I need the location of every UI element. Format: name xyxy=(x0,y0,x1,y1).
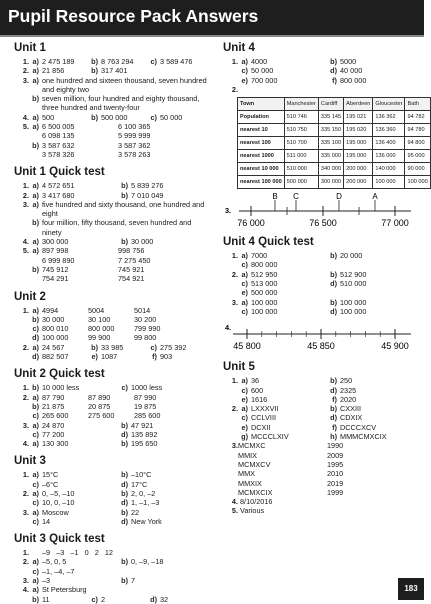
answer-row: MCMXCIX 1999 xyxy=(238,487,344,497)
answer-row: c) 50 000 d) 40 000 xyxy=(241,66,363,76)
letter-label: C xyxy=(293,192,299,202)
table-header-cell: Cardiff xyxy=(318,98,343,111)
table-header-cell: Aberdeen xyxy=(344,98,373,111)
table-row: Population 510 746 335 145 195 021 136 362 94 782 xyxy=(238,111,431,124)
answer-row: 4. a) St Petersburg xyxy=(22,585,87,595)
letter-label: B xyxy=(272,192,278,202)
answer-row: 3. a) one hundred and sixteen thousand, seven hundred and eighty two xyxy=(22,75,207,94)
answer-row: 2. xyxy=(231,84,238,94)
right-column xyxy=(223,42,428,516)
answer-row: c) 800 010 800 000 799 990 xyxy=(32,324,161,334)
header-rule xyxy=(0,35,424,37)
unit1-title: Unit 1 xyxy=(14,42,46,54)
answer-row: c) CCLVIII d) CDXIX xyxy=(241,413,363,423)
answer-row: 3. a) –3 b) 7 xyxy=(22,576,136,586)
table-row: nearest 100 510 700 335 100 195 000 136 400 94 800 xyxy=(238,137,431,150)
table-header-cell: Manchester xyxy=(284,98,318,111)
answer-row: MCMXCV 1995 xyxy=(238,459,344,469)
answer-row: 4. a) 130 300 b) 195 650 xyxy=(22,439,158,449)
answer-row: 6 098 135 5 999 999 xyxy=(42,131,151,141)
table-row: nearest 1000 511 000 335 000 195 000 136 000 95 000 xyxy=(238,150,431,163)
answer-row: 4. a) 300 000 b) 30 000 xyxy=(22,237,154,247)
answer-row: 3. MCMXC 1990 xyxy=(231,441,344,451)
tick-label: 45 800 xyxy=(233,341,261,352)
tick-label: 45 850 xyxy=(307,341,335,352)
answer-row: 1. –9 –3 –1 0 2 12 xyxy=(22,548,113,558)
table-row: nearest 10 510 750 335 150 195 020 136 360 94 780 xyxy=(238,124,431,137)
answer-row: 5. a) 897 998 998 756 xyxy=(22,246,145,256)
tick-label: 76 500 xyxy=(309,218,337,229)
letter-label: A xyxy=(372,192,378,202)
question-number: 4. xyxy=(225,323,232,333)
answer-row: 4. 8/10/2016 xyxy=(231,497,273,507)
answer-row: d) 882 507 e) 1087 f) 903 xyxy=(32,352,173,362)
answer-row: 1. a) 36 b) 250 xyxy=(231,376,353,386)
unit5-title: Unit 5 xyxy=(223,361,255,374)
answer-row: 3. a) Moscow b) 22 xyxy=(22,507,140,517)
answer-row: 1. a) 4000 b) 5000 xyxy=(231,57,357,66)
tick-label: 77 000 xyxy=(381,218,409,229)
answer-row: 3. a) five hundred and sixty thousand, one hundred and eight xyxy=(22,199,205,219)
answer-row: g) MCCCLXIV h) MMMCMXCIX xyxy=(241,432,387,442)
unit1-quick-test-title: Unit 1 Quick test xyxy=(14,166,105,179)
unit3-quick-test-title: Unit 3 Quick test xyxy=(14,533,105,546)
answer-row: 2. a) 24 567 b) 33 985 c) 275 392 xyxy=(22,342,187,352)
answer-row: 1. a) 2 475 189 b) 8 763 294 c) 3 589 476 xyxy=(22,57,193,66)
answer-row: c) 100 000 d) 100 000 xyxy=(241,306,367,316)
unit3-title: Unit 3 xyxy=(14,455,46,468)
answer-row: b) seven million, four hundred and eighty thousand, three hundred and twenty-four xyxy=(32,94,200,113)
answer-row: e) 1616 f) 2020 xyxy=(241,394,357,404)
page-number: 183 xyxy=(398,578,424,600)
answer-row: 1. a) 4 572 651 b) 5 839 276 xyxy=(22,181,164,191)
answer-row: 1. b) 10 000 less c) 1000 less xyxy=(22,383,163,393)
number-line-svg xyxy=(223,193,415,229)
answer-row: 2. a) LXXXVII b) CXXIII xyxy=(231,404,362,414)
answer-row: b) four million, fifty thousand, seven hundred and ninety xyxy=(32,218,192,237)
answer-row: b) 30 000 30 100 30 200 xyxy=(32,314,157,324)
answer-row: 3. a) 100 000 b) 100 000 xyxy=(231,297,367,307)
unit4-quick-test-title: Unit 4 Quick test xyxy=(223,236,314,249)
answer-row: c) 77 200 d) 135 892 xyxy=(32,429,158,439)
answer-row: c) 800 000 xyxy=(241,260,278,270)
table-header-row xyxy=(238,98,431,111)
answer-row: 2. a) 87 790 87 890 87 990 xyxy=(22,392,157,402)
answer-row: c) 513 000 d) 510 000 xyxy=(241,279,367,289)
answer-row: 2. a) –5, 0, 5 b) 0, –9, –18 xyxy=(22,557,164,567)
answer-row: c) –6°C d) 17°C xyxy=(32,479,148,489)
answer-row: b) 745 912 745 921 xyxy=(32,264,145,274)
answer-row: b) 3 587 632 3 587 362 xyxy=(32,140,151,150)
answer-row: 1. a) 4994 5004 5014 xyxy=(22,305,151,315)
answer-row: c) 600 d) 2325 xyxy=(241,385,357,395)
answer-row: 3 578 326 3 578 263 xyxy=(42,149,151,159)
answer-row: 4. a) 500 b) 500 000 c) 50 000 xyxy=(22,112,183,122)
unit2-title: Unit 2 xyxy=(14,290,46,303)
table-header-cell: Gloucester xyxy=(373,98,405,111)
table-row: nearest 10 000 510 000 340 000 200 000 140 000 90 000 xyxy=(238,163,431,176)
answer-row: e) 700 000 f) 800 000 xyxy=(241,75,367,85)
page-header xyxy=(0,0,424,35)
answer-row: d) 100 000 99 900 99 800 xyxy=(32,333,157,343)
left-column xyxy=(14,42,210,604)
answer-row: 3. a) 24 870 b) 47 921 xyxy=(22,420,154,430)
answer-row: MMXIX 2019 xyxy=(238,478,344,488)
answer-row: 2. a) 3 417 680 b) 7 010 049 xyxy=(22,190,164,200)
page-title: Pupil Resource Pack Answers xyxy=(8,6,259,26)
answer-row: b) 11 c) 2 d) 32 xyxy=(32,594,169,604)
question-number: 3. xyxy=(225,206,232,216)
number-line-unit4-quick-test xyxy=(223,318,415,354)
answer-row: MMIX 2009 xyxy=(238,450,344,460)
answer-row: 2. a) 0, –5, –10 b) 2, 0, –2 xyxy=(22,488,156,498)
number-line-unit4 xyxy=(223,193,415,229)
answer-row: e) 500 000 xyxy=(241,288,278,298)
answer-row: b) 21 875 20 875 19 875 xyxy=(32,401,157,411)
answer-row: 5. a) 6 500 005 6 100 365 xyxy=(22,122,151,132)
table-row: nearest 100 000 500 000 300 000 200 000 100 000 100 000 xyxy=(238,176,431,189)
answer-row: MMX 2010 xyxy=(238,469,344,479)
number-line-svg xyxy=(223,318,415,354)
answer-row: 2. a) 21 856 b) 317 401 xyxy=(22,66,128,76)
unit4-title: Unit 4 xyxy=(223,42,255,54)
tick-label: 45 900 xyxy=(381,341,409,352)
answer-row: c) 10, 0, –10 d) 1, –1, –3 xyxy=(32,498,160,508)
answer-row: 1. a) 7000 b) 20 000 xyxy=(231,251,363,261)
answer-row: c) 265 600 275 600 285 600 xyxy=(32,411,161,421)
answer-row: 2. a) 512 950 b) 512 900 xyxy=(231,269,367,279)
answer-row: c) 14 d) New York xyxy=(32,516,162,526)
table-header-cell: Bath xyxy=(405,98,430,111)
answer-row: 1. a) 15°C b) –10°C xyxy=(22,470,152,480)
tick-label: 76 000 xyxy=(237,218,265,229)
table-header-cell: Town xyxy=(238,98,285,111)
unit2-quick-test-title: Unit 2 Quick test xyxy=(14,368,105,381)
answer-row: 6 999 890 7 275 450 xyxy=(42,255,151,265)
answer-row: c) –1, –4, –7 xyxy=(32,566,75,576)
letter-label: D xyxy=(336,192,342,202)
answer-row: 5. Various xyxy=(231,506,265,516)
answer-row: 754 291 754 921 xyxy=(42,274,145,284)
rounding-table xyxy=(237,97,431,189)
answer-row: e) DCXII f) DCCCXCV xyxy=(241,422,377,432)
